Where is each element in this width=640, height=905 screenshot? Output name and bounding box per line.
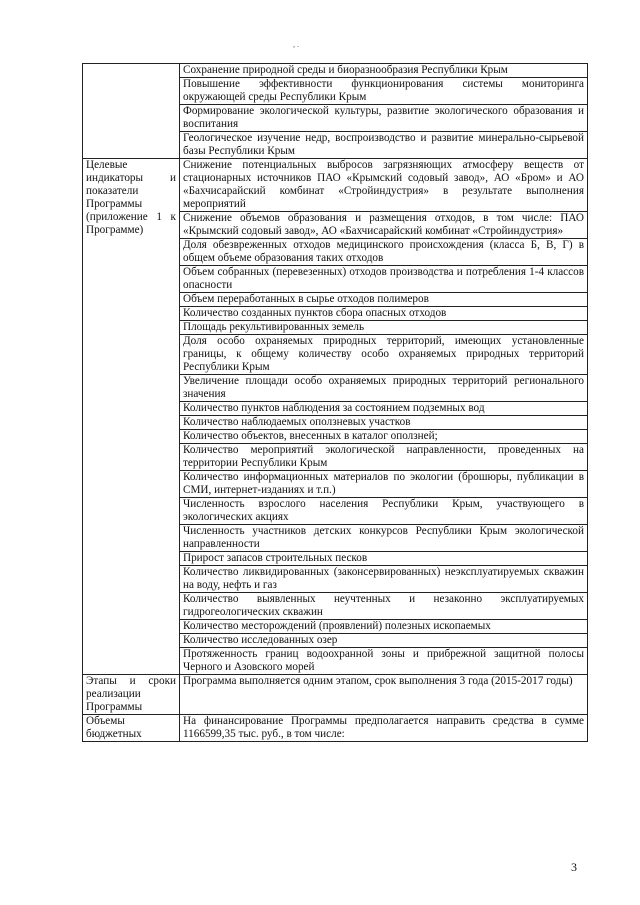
row-item: Прирост запасов строительных песков bbox=[180, 552, 588, 566]
row-item: Снижение объемов образования и размещения отходов, в том числе: ПАО «Крымский содовый завод», АО «Бахчисарайский комбинат «Стройиндустрия» bbox=[180, 212, 588, 239]
row-item: Количество ликвидированных (законсервированных) неэксплуатируемых скважин на воду, нефть и газ bbox=[180, 566, 588, 593]
table-row bbox=[83, 64, 588, 78]
row-label: Этапы и сроки реализации Программы bbox=[83, 675, 180, 715]
row-item: Увеличение площади особо охраняемых природных территорий регионального значения bbox=[180, 375, 588, 402]
row-item: Количество наблюдаемых оползневых участков bbox=[180, 416, 588, 430]
table-row bbox=[83, 159, 588, 212]
row-item: Количество выявленных неучтенных и незаконно эксплуатируемых гидрогеологических скважин bbox=[180, 593, 588, 620]
row-label: Объемы бюджетных bbox=[83, 715, 180, 742]
row-item: Повышение эффективности функционирования системы мониторинга окружающей среды Республики Крым bbox=[180, 78, 588, 105]
row-item: Количество месторождений (проявлений) полезных ископаемых bbox=[180, 620, 588, 634]
row-item: Количество созданных пунктов сбора опасных отходов bbox=[180, 307, 588, 321]
table-row bbox=[83, 675, 588, 715]
row-item: Количество объектов, внесенных в каталог оползней; bbox=[180, 430, 588, 444]
scan-marks: , . bbox=[293, 40, 299, 49]
row-item: Количество мероприятий экологической направленности, проведенных на территории Республики Крым bbox=[180, 444, 588, 471]
row-item: Количество информационных материалов по экологии (брошюры, публикации в СМИ, интернет-изданиях и т.п.) bbox=[180, 471, 588, 498]
row-item: Численность взрослого населения Республики Крым, участвующего в экологических акциях bbox=[180, 498, 588, 525]
table-row bbox=[83, 715, 588, 742]
row-item: На финансирование Программы предполагается направить средства в сумме 1166599,35 тыс. руб., в том числе: bbox=[180, 715, 588, 742]
row-item: Доля обезвреженных отходов медицинского происхождения (класса Б, В, Г) в общем объеме образования таких отходов bbox=[180, 239, 588, 266]
row-item: Сохранение природной среды и биоразнообразия Республики Крым bbox=[180, 64, 588, 78]
row-item: Объем переработанных в сырье отходов полимеров bbox=[180, 293, 588, 307]
program-passport-table bbox=[82, 63, 588, 742]
row-item: Количество пунктов наблюдения за состоянием подземных вод bbox=[180, 402, 588, 416]
row-item: Снижение потенциальных выбросов загрязняющих атмосферу веществ от стационарных источников ПАО «Крымский содовый завод», АО «Бром» и АО «Бахчисарайский комбинат «Стройиндустрия» в результате выполнения мероприятий bbox=[180, 159, 588, 212]
row-label: Целевые индикаторы и показатели Программы (приложение 1 к Программе) bbox=[83, 159, 180, 675]
row-item: Протяженность границ водоохранной зоны и прибрежной защитной полосы Черного и Азовского морей bbox=[180, 648, 588, 675]
row-item: Численность участников детских конкурсов Республики Крым экологической направленности bbox=[180, 525, 588, 552]
row-label bbox=[83, 64, 180, 159]
page-number: 3 bbox=[571, 860, 577, 874]
row-item: Площадь рекультивированных земель bbox=[180, 321, 588, 335]
row-item: Геологическое изучение недр, воспроизводство и развитие минерально-сырьевой базы Республики Крым bbox=[180, 132, 588, 159]
row-item: Количество исследованных озер bbox=[180, 634, 588, 648]
row-item: Формирование экологической культуры, развитие экологического образования и воспитания bbox=[180, 105, 588, 132]
row-item: Объем собранных (перевезенных) отходов производства и потребления 1-4 классов опасности bbox=[180, 266, 588, 293]
row-item: Доля особо охраняемых природных территорий, имеющих установленные границы, к общему количеству особо охраняемых природных территорий Республики Крым bbox=[180, 335, 588, 375]
row-item: Программа выполняется одним этапом, срок выполнения 3 года (2015-2017 годы) bbox=[180, 675, 588, 715]
